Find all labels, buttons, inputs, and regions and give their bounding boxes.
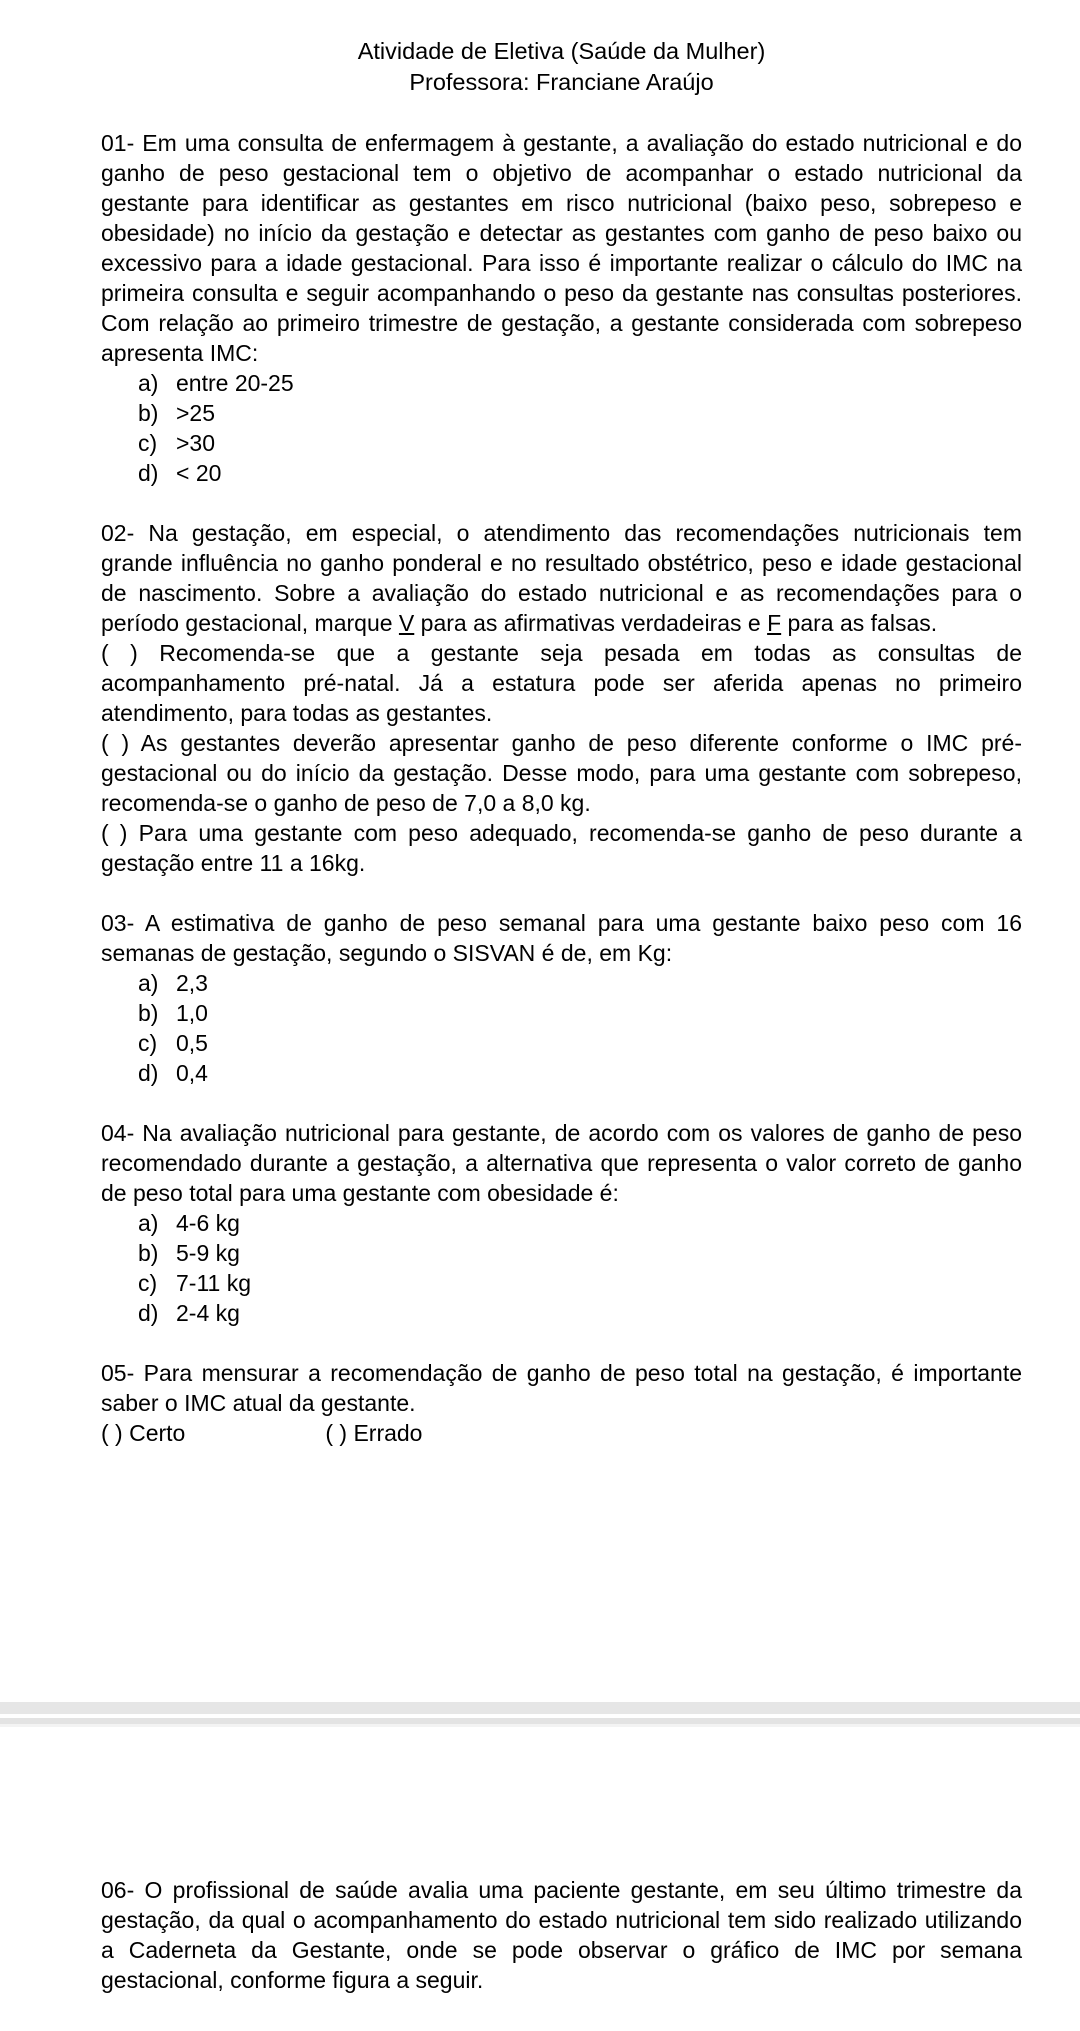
question-4-option-a: a) 4-6 kg	[138, 1210, 240, 1236]
question-1-option-b: b) >25	[138, 400, 216, 426]
question-1-text: 01- Em uma consulta de enfermagem à gestante, a avaliação do estado nutricional e do ganho de peso gestacional tem o objetivo de acompanhar o estado nutricional da gestante para identificar as gestantes em risco nutricional (baixo peso, sobrepeso e obesidade) no início da gestação e detectar as gestantes com ganho de peso baixo ou excessivo para a idade gestacional. Para isso é importante realizar o cálculo do IMC na primeira consulta e seguir acompanhando o peso da gestante nas consultas posteriores. Com relação ao primeiro trimestre de gestação, a gestante considerada com sobrepeso apresenta IMC:	[101, 130, 1022, 366]
answer-errado: ( ) Errado	[325, 1420, 423, 1446]
question-2-statement-2: ( ) As gestantes deverão apresentar ganho de peso diferente conforme o IMC pré-gestacional ou do início da gestação. Desse modo, para uma gestante com sobrepeso, recomenda-se o ganho de peso de 7,0 a 8,0 kg.	[101, 730, 1022, 816]
question-1-option-a: a) entre 20-25	[138, 370, 294, 396]
document-page-2	[101, 1875, 1022, 2025]
question-1-option-d: d) < 20	[138, 460, 222, 486]
question-1	[101, 128, 1022, 488]
question-4-option-d: d) 2-4 kg	[138, 1300, 240, 1326]
question-3	[101, 908, 1022, 1088]
v-letter: V	[398, 610, 415, 636]
teacher-name: Professora: Franciane Araújo	[409, 69, 714, 95]
question-5-text: 05- Para mensurar a recomendação de ganho de peso total na gestação, é importante saber o IMC atual da gestante.	[101, 1360, 1022, 1416]
question-3-option-b: b) 1,0	[138, 1000, 208, 1026]
question-2-intro: 02- Na gestação, em especial, o atendimento das recomendações nutricionais tem grande influência no ganho ponderal e no resultado obstétrico, peso e idade gestacional de nascimento. Sobre a avaliação do estado nutricional e as recomendações para o período gestacional, marque V para as afirmativas verdadeiras e F para as falsas.	[101, 520, 1022, 636]
question-5	[101, 1358, 1022, 1448]
question-3-text: 03- A estimativa de ganho de peso semanal para uma gestante baixo peso com 16 semanas de gestação, segundo o SISVAN é de, em Kg:	[101, 910, 1022, 966]
question-4-text: 04- Na avaliação nutricional para gestante, de acordo com os valores de ganho de peso recomendado durante a gestação, a alternativa que representa o valor correto de ganho de peso total para uma gestante com obesidade é:	[101, 1120, 1022, 1206]
question-6-text: 06- O profissional de saúde avalia uma paciente gestante, em seu último trimestre da gestação, da qual o acompanhamento do estado nutricional tem sido realizado utilizando a Caderneta da Gestante, onde se pode observar o gráfico de IMC por semana gestacional, conforme figura a seguir.	[101, 1877, 1022, 1993]
question-3-option-a: a) 2,3	[138, 970, 208, 996]
answer-certo: ( ) Certo	[101, 1420, 186, 1446]
question-3-option-c: c) 0,5	[138, 1030, 208, 1056]
document-header	[101, 36, 1022, 98]
question-2-statement-3: ( ) Para uma gestante com peso adequado, recomenda-se ganho de peso durante a gestação entre 11 a 16kg.	[101, 820, 1022, 876]
document-page-1	[101, 36, 1022, 1478]
question-2	[101, 518, 1022, 878]
question-5-answers	[101, 1418, 1022, 1448]
question-4	[101, 1118, 1022, 1328]
question-3-option-d: d) 0,4	[138, 1060, 208, 1086]
question-4-option-b: b) 5-9 kg	[138, 1240, 240, 1266]
question-4-option-c: c) 7-11 kg	[138, 1270, 252, 1296]
document-title: Atividade de Eletiva (Saúde da Mulher)	[357, 38, 766, 64]
question-1-option-c: c) >30	[138, 430, 216, 456]
question-4-options	[101, 1208, 1022, 1328]
question-1-options	[101, 368, 1022, 488]
question-2-statement-1: ( ) Recomenda-se que a gestante seja pesada em todas as consultas de acompanhamento pré-natal. Já a estatura pode ser aferida apenas no primeiro atendimento, para todas as gestantes.	[101, 640, 1022, 726]
page-separator	[0, 1702, 1080, 1732]
question-6	[101, 1875, 1022, 1995]
f-letter: F	[767, 610, 782, 636]
question-3-options	[101, 968, 1022, 1088]
